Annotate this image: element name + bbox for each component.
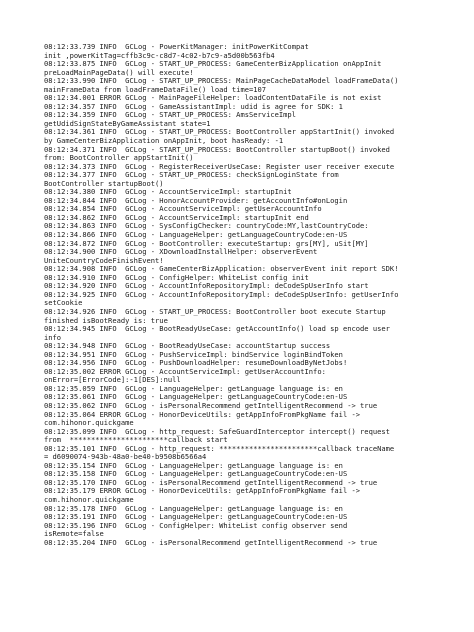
log-line: 08:12:34.910 INFO GCLog - ConfigHelper: WhiteList config init bbox=[44, 273, 309, 282]
log-line: info bbox=[44, 333, 62, 342]
log-line: 08:12:35.158 INFO GCLog - LanguageHelper: getLanguageCountryCode:en-US bbox=[44, 470, 348, 479]
log-line: 08:12:35.099 INFO GCLog - http_request: SafeGuardInterceptor intercept() request bbox=[44, 427, 390, 436]
log-line: 08:12:35.179 ERROR GCLog - HonorDeviceUtils: getAppInfoFromPkgName fail -> bbox=[44, 487, 361, 496]
log-line: 08:12:35.196 INFO GCLog - ConfigHelper: WhiteList config observer send bbox=[44, 521, 348, 530]
log-line: 08:12:34.377 INFO GCLog - START_UP_PROCESS: checkSignLoginState from bbox=[44, 171, 339, 180]
log-line: setCookie bbox=[44, 299, 83, 308]
log-line: 08:12:35.154 INFO GCLog - LanguageHelper: getLanguage language is: en bbox=[44, 461, 343, 470]
log-text bbox=[44, 43, 469, 547]
log-line: mainFrameData from loadFrameDataFile() load time=107 bbox=[44, 85, 267, 94]
log-line: 08:12:34.920 INFO GCLog - AccountInfoRepositoryImpl: deCodeSpUserInfo start bbox=[44, 282, 369, 291]
log-line: finished isBootReady is: true bbox=[44, 316, 168, 325]
log-line: 08:12:34.900 INFO GCLog - XDownloadInstallHelper: observerEvent bbox=[44, 248, 318, 257]
log-line: 08:12:35.064 ERROR GCLog - HonorDeviceUtils: getAppInfoFromPkgName fail -> bbox=[44, 410, 361, 419]
log-line: 08:12:35.059 INFO GCLog - LanguageHelper: getLanguage language is: en bbox=[44, 384, 343, 393]
log-line: 08:12:34.357 INFO GCLog - GameAssistantImpl: udid is agree for SDK: 1 bbox=[44, 102, 343, 111]
log-line: com.hihonor.quickgame bbox=[44, 419, 134, 428]
log-line: 08:12:35.178 INFO GCLog - LanguageHelper: getLanguage language is: en bbox=[44, 504, 343, 513]
log-line: 08:12:34.956 INFO GCLog - PushDownloadHelper: resumeDownloadByNetJobs! bbox=[44, 359, 348, 368]
log-line: 08:12:34.359 INFO GCLog - START_UP_PROCESS: AmsServiceImpl bbox=[44, 111, 296, 120]
log-line: = d6090074-943b-48a0-be40-b9508b6566a4 bbox=[44, 453, 207, 462]
log-line: 08:12:34.866 INFO GCLog - LanguageHelper: getLanguageCountryCode:en-US bbox=[44, 231, 348, 240]
log-line: com.hihonor.quickgame bbox=[44, 495, 134, 504]
log-line: 08:12:34.951 INFO GCLog - PushServiceImpl: bindService loginBindToken bbox=[44, 350, 343, 359]
log-line: 08:12:35.204 INFO GCLog - isPersonalRecommend getIntelligentRecommend -> true bbox=[44, 538, 378, 547]
log-line: 08:12:35.101 INFO GCLog - http_request: ***********************callback traceName bbox=[44, 444, 395, 453]
log-line: getUdidSignStateByGameAssistant state=1 bbox=[44, 119, 211, 128]
log-line: 08:12:33.990 INFO GCLog - START_UP_PROCESS: MainPageCacheDataModel loadFrameData() bbox=[44, 77, 399, 86]
log-line: 08:12:34.925 INFO GCLog - AccountInfoRepositoryImpl: deCodeSpUserInfo: getUserInfo bbox=[44, 290, 399, 299]
log-line: init ,powerKitTag=cffb3c9c-c8d7-4c02-b7c9-a5d00b563fb4 bbox=[44, 51, 275, 60]
log-line: 08:12:34.001 ERROR GCLog - MainPageFileHelper: loadContentDataFile is not exist bbox=[44, 94, 382, 103]
log-line: BootController startupBoot() bbox=[44, 179, 164, 188]
log-line: 08:12:34.371 INFO GCLog - START_UP_PROCESS: BootController startupBoot() invoked bbox=[44, 145, 390, 154]
log-line: 08:12:34.361 INFO GCLog - START_UP_PROCESS: BootController appStartInit() invoked bbox=[44, 128, 395, 137]
log-line: UniteCountryCodeFinishEvent! bbox=[44, 256, 164, 265]
log-line: preLoadMainPageData() will execute! bbox=[44, 68, 194, 77]
log-line: 08:12:34.945 INFO GCLog - BootReadyUseCase: getAccountInfo() load sp encode user bbox=[44, 325, 390, 334]
log-line: onError=[ErrorCode]:-1[DES]:null bbox=[44, 376, 181, 385]
log-line: 08:12:35.170 INFO GCLog - isPersonalRecommend getIntelligentRecommend -> true bbox=[44, 478, 378, 487]
log-line: 08:12:35.002 ERROR GCLog - AccountServiceImpl: getUserAccountInfo: bbox=[44, 367, 326, 376]
log-line: 08:12:35.191 INFO GCLog - LanguageHelper: getLanguageCountryCode:en-US bbox=[44, 513, 348, 522]
log-line: 08:12:35.061 INFO GCLog - LanguageHelper: getLanguageCountryCode:en-US bbox=[44, 393, 348, 402]
log-line: 08:12:35.062 INFO GCLog - isPersonalRecommend getIntelligentRecommend -> true bbox=[44, 401, 378, 410]
log-line: by GameCenterBizApplication onAppInit, boot hasReady: -1 bbox=[44, 137, 284, 146]
log-line: 08:12:34.908 INFO GCLog - GameCenterBizApplication: observerEvent init report SDK! bbox=[44, 265, 399, 274]
log-line: 08:12:34.863 INFO GCLog - SysConfigChecker: countryCode:MY,lastCountryCode: bbox=[44, 222, 369, 231]
log-line: from ***********************callback start bbox=[44, 436, 228, 445]
log-line: 08:12:34.948 INFO GCLog - BootReadyUseCase: accountStartup success bbox=[44, 342, 331, 351]
log-line: 08:12:34.872 INFO GCLog - BootController: executeStartup: grs[MY], uSit[MY] bbox=[44, 239, 369, 248]
log-line: 08:12:34.373 INFO GCLog - RegisterReceiverUseCase: Register user receiver execute bbox=[44, 162, 395, 171]
log-line: from: BootController appStartInit() bbox=[44, 154, 194, 163]
log-line: 08:12:34.854 INFO GCLog - AccountServiceImpl: getUserAccountInfo bbox=[44, 205, 322, 214]
log-line: 08:12:34.380 INFO GCLog - AccountServiceImpl: startupInit bbox=[44, 188, 292, 197]
log-line: 08:12:34.844 INFO GCLog - HonorAccountProvider: getAccountInfo#onLogin bbox=[44, 196, 348, 205]
log-line: 08:12:34.862 INFO GCLog - AccountServiceImpl: startupInit end bbox=[44, 213, 309, 222]
log-line: 08:12:33.875 INFO GCLog - START_UP_PROCESS: GameCenterBizApplication onAppInit bbox=[44, 60, 382, 69]
log-line: 08:12:33.739 INFO GCLog - PowerKitManager: initPowerKitCompat bbox=[44, 43, 309, 51]
log-line: 08:12:34.926 INFO GCLog - START_UP_PROCESS: BootController boot execute Startup bbox=[44, 307, 386, 316]
log-line: isRemote=false bbox=[44, 530, 104, 539]
